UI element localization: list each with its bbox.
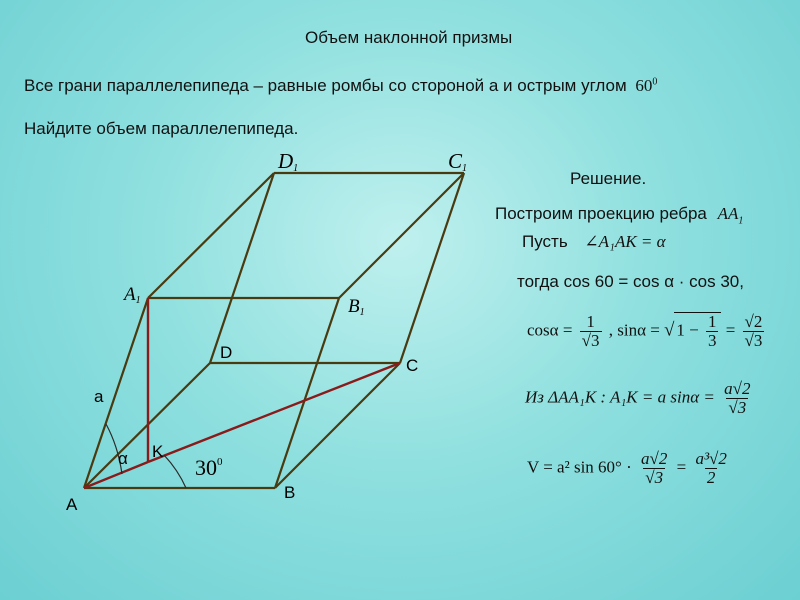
formula-cos-sin: cosα = $\frac{1}{√3}$ , sinα = √ 1 − $\frac{1}{3}$ = $\frac{√2}{√3}$ [527,312,763,350]
label-C: C [406,356,419,375]
label-C1: C1 [448,149,468,174]
parallelepiped-edges [84,173,464,488]
solution-step1: Построим проекцию ребра $AA_1$ [495,204,744,227]
label-a: a [94,387,104,406]
solution-step2: Пусть ∠A₁AK = α [522,232,666,251]
label-A1: A1 [124,284,141,306]
edge-label: $AA_1$ [717,204,744,227]
solution-heading: Решение. [570,169,647,188]
edge-DD1 [210,173,274,363]
solution-step3: тогда cos 60 = cos α · cos 30, [517,272,744,291]
label-B1: B1 [348,296,365,318]
edge-B1C1 [339,173,464,298]
diagonal-AC [148,363,400,462]
angle-def: ∠A₁AK = α [584,232,666,251]
label-D1: D1 [278,149,299,174]
edge-CC1 [400,173,464,363]
angle30-arc [164,455,186,488]
construction-lines [84,298,400,488]
label-A: A [66,495,78,514]
segment-AK [84,462,148,488]
edge-BC [275,363,400,488]
label-K: K [152,442,164,461]
edge-BB1 [275,298,339,488]
edge-D1A1 [148,173,274,298]
label-D: D [220,343,233,362]
formula-height: Из ΔAA₁K : A₁K = a sinα = $\frac{a√2}{√3}$ [525,379,751,417]
label-alpha: α [118,449,128,468]
problem-question: Найдите объем параллелепипеда. [24,119,299,138]
angle-value: $60^0$ [635,76,658,95]
statement-text: Все грани параллелепипеда – равные ромбы со стороной а и острым углом [24,76,627,95]
label-angle30: $30^0$ [195,455,223,480]
formula-volume: V = a² sin 60° · $\frac{a√2}{√3}$ = $\frac{\text{a³√2}}{2}$ [527,449,727,487]
page-title: Объем наклонной призмы [305,28,513,47]
label-B: B [284,483,296,502]
